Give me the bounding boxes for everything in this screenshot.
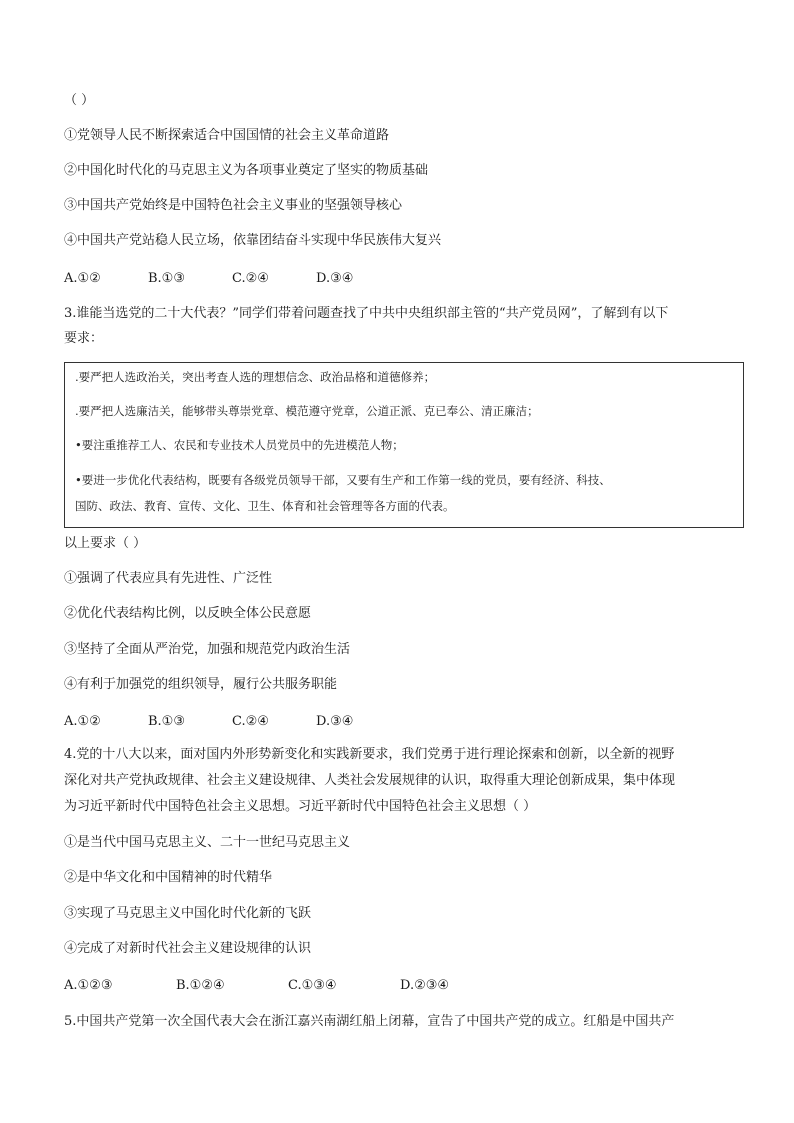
q2-item-2: ②中国化时代化的马克思主义为各项事业奠定了坚实的物质基础	[64, 163, 429, 178]
q4-option-d: D.②③④	[400, 978, 450, 993]
q2-option-b: B.①③	[148, 271, 185, 286]
q3-option-c: C.②④	[232, 714, 269, 729]
q4-item-4: ④完成了对新时代社会主义建设规律的认识	[64, 941, 312, 956]
q3-stem-line-2: 要求：	[64, 331, 104, 346]
q3-requirements-box	[64, 362, 744, 528]
requirement-line-5: 国防、政法、教育、宣传、文化、卫生、体育和社会管理等各方面的代表。	[75, 499, 455, 513]
q5-stem-line-1: 5.中国共产党第一次全国代表大会在浙江嘉兴南湖红船上闭幕，宣告了中国共产党的成立。红船是中国共产	[64, 1014, 675, 1029]
q4-stem-line-1: 4.党的十八大以来，面对国内外形势新变化和实践新要求，我们党勇于进行理论探索和创新，以全新的视野	[64, 747, 675, 762]
q4-option-c: C.①③④	[288, 978, 337, 993]
q4-stem-line-2: 深化对共产党执政规律、社会主义建设规律、人类社会发展规律的认识，取得重大理论创新成果，集中体现	[64, 773, 676, 788]
q2-option-a: A.①②	[64, 271, 101, 286]
q3-item-2: ②优化代表结构比例，以反映全体公民意愿	[64, 606, 312, 621]
q4-option-b: B.①②④	[176, 978, 225, 993]
q3-option-d: D.③④	[316, 714, 354, 729]
q3-item-4: ④有利于加强党的组织领导，履行公共服务职能	[64, 677, 338, 692]
q3-item-3: ③坚持了全面从严治党，加强和规范党内政治生活	[64, 642, 351, 657]
q3-stem-line-1: 3.谁能当选党的二十大代表？”同学们带着问题查找了中共中央组织部主管的“共产党员网”，了解到有以下	[64, 306, 669, 321]
q2-item-4: ④中国共产党站稳人民立场，依靠团结奋斗实现中华民族伟大复兴	[64, 233, 442, 248]
q3-question: 以上要求（ ）	[64, 536, 147, 551]
q3-option-b: B.①③	[148, 714, 185, 729]
q3-options	[64, 713, 353, 731]
q2-stem-tail: （ ）	[64, 93, 95, 108]
requirement-line-2: .要严把人选廉洁关，能够带头尊崇党章、模范遵守党章，公道正派、克已奉公、清正廉洁；	[75, 404, 539, 418]
q2-item-1: ①党领导人民不断探索适合中国国情的社会主义革命道路	[64, 128, 390, 143]
q4-stem-line-3: 为习近平新时代中国特色社会主义思想。习近平新时代中国特色社会主义思想（ ）	[64, 799, 537, 814]
q2-item-3: ③中国共产党始终是中国特色社会主义事业的坚强领导核心	[64, 198, 403, 213]
q4-item-1: ①是当代中国马克思主义、二十一世纪马克思主义	[64, 835, 351, 850]
q4-options	[64, 977, 449, 995]
requirement-line-3: •要注重推荐工人、农民和专业技术人员党员中的先进模范人物；	[75, 438, 404, 452]
q4-item-2: ②是中华文化和中国精神的时代精华	[64, 870, 273, 885]
requirement-line-4: •要进一步优化代表结构，既要有各级党员领导干部，又要有生产和工作第一线的党员，要有经济、科技、	[75, 473, 611, 487]
q2-options	[64, 270, 353, 288]
requirement-line-1: .要严把人选政治关，突出考查人选的理想信念、政治品格和道德修养；	[75, 370, 436, 384]
q3-item-1: ①强调了代表应具有先进性、广泛性	[64, 571, 273, 586]
q3-option-a: A.①②	[64, 714, 101, 729]
q4-option-a: A.①②③	[64, 978, 113, 993]
q2-option-c: C.②④	[232, 271, 269, 286]
q2-option-d: D.③④	[316, 271, 354, 286]
q4-item-3: ③实现了马克思主义中国化时代化新的飞跃	[64, 906, 312, 921]
